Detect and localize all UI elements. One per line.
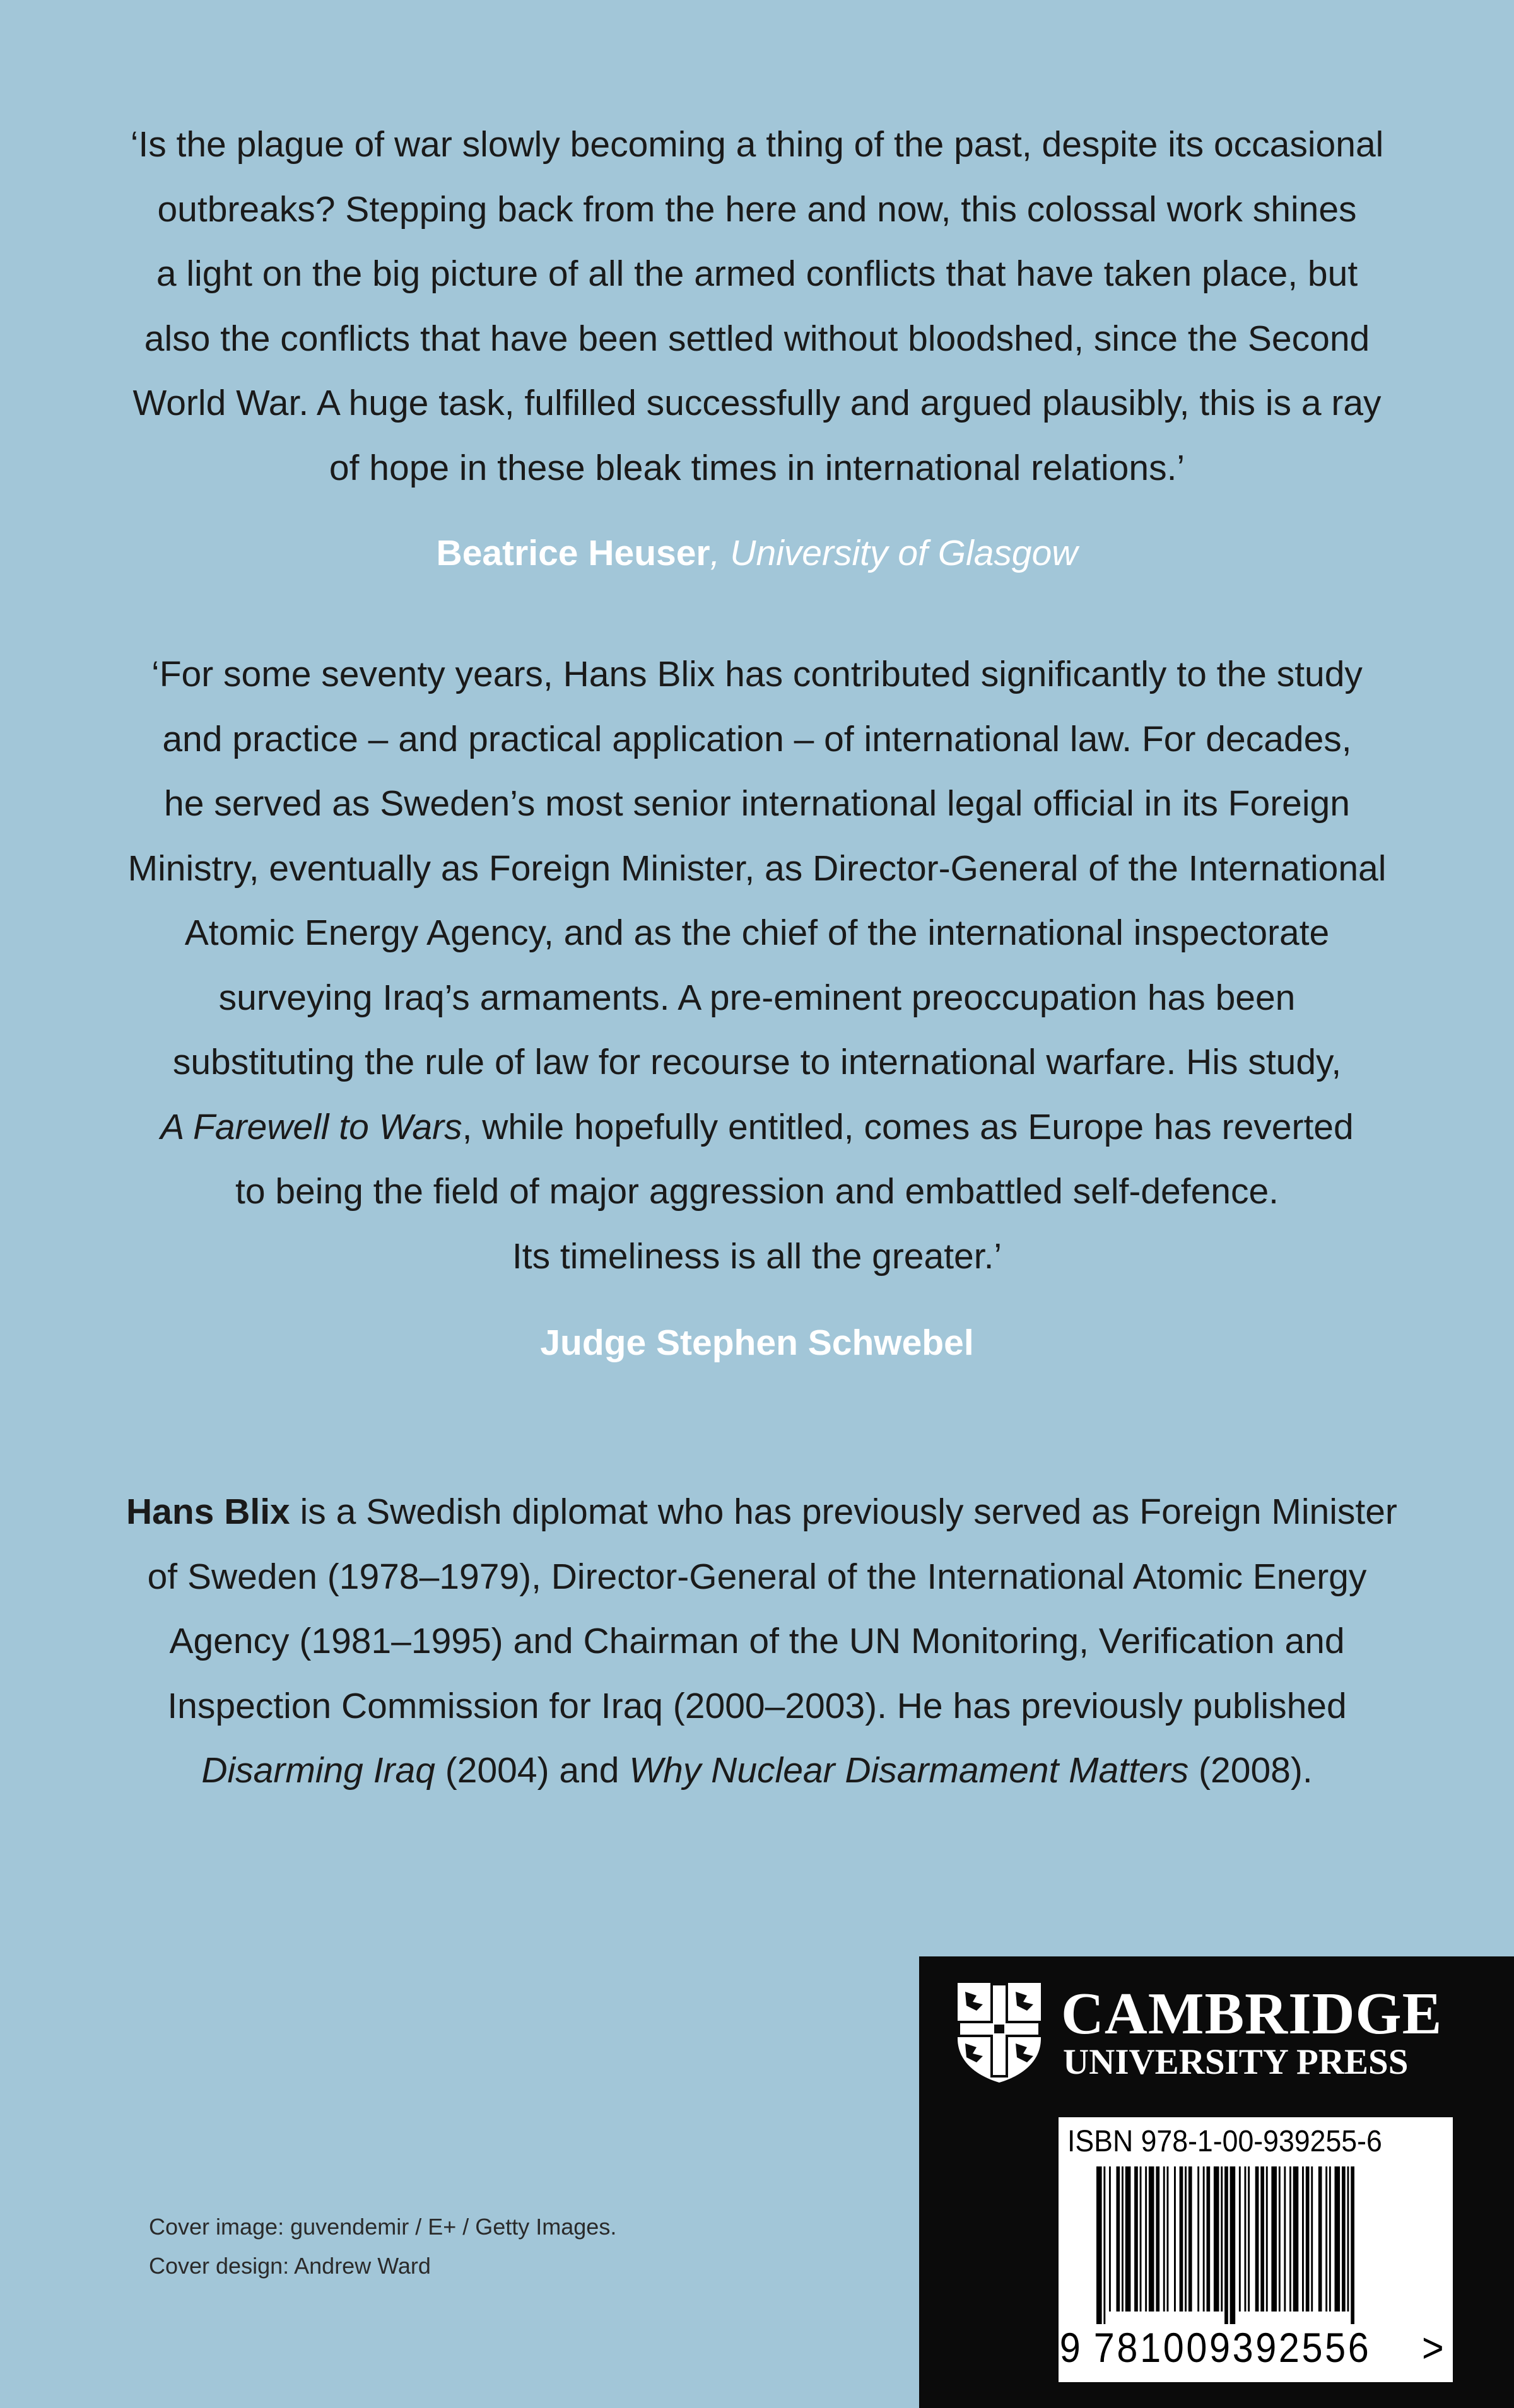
bio-line bbox=[126, 1738, 1388, 1803]
barcode-bar bbox=[1096, 2166, 1102, 2324]
attribution-author: Judge Stephen Schwebel bbox=[540, 1323, 974, 1363]
barcode-bar bbox=[1203, 2166, 1205, 2312]
barcode-bar bbox=[1156, 2166, 1159, 2312]
barcode-bar bbox=[1351, 2166, 1354, 2324]
cambridge-shield-icon bbox=[955, 1980, 1043, 2084]
bio-text: is a Swedish diplomat who has previously served as Foreign Minister bbox=[290, 1492, 1397, 1532]
barcode-bar bbox=[1347, 2166, 1349, 2312]
barcode-bar bbox=[1103, 2166, 1105, 2324]
bio-text: (2008). bbox=[1188, 1750, 1313, 1791]
quote-line: Ministry, eventually as Foreign Minister, as Director-General of the International bbox=[127, 848, 1387, 889]
quote-line: surveying Iraq’s armaments. A pre-eminent preoccupation has been bbox=[218, 977, 1296, 1018]
publisher-name: CAMBRIDGE bbox=[1061, 1981, 1443, 2047]
publisher-block bbox=[919, 1956, 1514, 2408]
barcode-bar bbox=[1335, 2166, 1341, 2312]
barcode-bar bbox=[1109, 2166, 1111, 2312]
quote-line: to being the field of major aggression and embattled self-defence. bbox=[235, 1171, 1279, 1212]
book-title: Why Nuclear Disarmament Matters bbox=[629, 1750, 1189, 1791]
barcode-digit-end: > bbox=[1422, 2324, 1444, 2371]
quote-line: Atomic Energy Agency, and as the chief of the international inspectorate bbox=[184, 913, 1330, 953]
quote-line: a light on the big picture of all the armed conflicts that have taken place, but bbox=[156, 254, 1358, 294]
barcode-bar bbox=[1163, 2166, 1165, 2312]
barcode-bar bbox=[1224, 2166, 1228, 2324]
isbn-label: ISBN 978-1-00-939255-6 bbox=[1067, 2125, 1382, 2158]
barcode-bar bbox=[1293, 2166, 1299, 2312]
quote-line bbox=[126, 1095, 1388, 1160]
bio-text: (2004) and bbox=[435, 1750, 630, 1791]
barcode-bar bbox=[1302, 2166, 1304, 2312]
barcode-bar bbox=[1342, 2166, 1346, 2312]
barcode-bar bbox=[1188, 2166, 1192, 2312]
barcode-bar bbox=[1180, 2166, 1183, 2312]
barcode-bar bbox=[1185, 2166, 1187, 2312]
bio-line: Inspection Commission for Iraq (2000–2003). He has previously published bbox=[167, 1685, 1347, 1726]
quote-line-text: , while hopefully entitled, comes as Europe has reverted bbox=[462, 1106, 1354, 1147]
quote-line: outbreaks? Stepping back from the here and now, this colossal work shines bbox=[157, 189, 1357, 230]
barcode-bar bbox=[1266, 2166, 1268, 2312]
barcode-bar bbox=[1284, 2166, 1286, 2312]
bio-line: of Sweden (1978–1979), Director-General of the International Atomic Energy bbox=[147, 1556, 1367, 1597]
barcode-bar bbox=[1239, 2166, 1241, 2312]
quote-beatrice-heuser bbox=[126, 112, 1388, 500]
barcode-digit-first: 9 bbox=[1059, 2324, 1081, 2371]
barcode-bar bbox=[1125, 2166, 1131, 2312]
barcode-bar bbox=[1145, 2166, 1147, 2312]
barcode-bar bbox=[1140, 2166, 1142, 2312]
book-title: Disarming Iraq bbox=[201, 1750, 435, 1791]
attribution-beatrice-heuser bbox=[126, 532, 1388, 574]
cover-image-credit: Cover image: guvendemir / E+ / Getty Images. bbox=[149, 2214, 617, 2240]
author-bio bbox=[126, 1480, 1397, 1803]
publisher-subtitle: UNIVERSITY PRESS bbox=[1063, 2042, 1409, 2082]
quote-line: ‘For some seventy years, Hans Blix has contributed significantly to the study bbox=[151, 654, 1363, 694]
barcode-bar bbox=[1134, 2166, 1138, 2312]
barcode-bar bbox=[1248, 2166, 1250, 2312]
barcode-bars bbox=[1071, 2166, 1443, 2324]
cover-design-credit: Cover design: Andrew Ward bbox=[149, 2253, 431, 2279]
quote-stephen-schwebel bbox=[126, 642, 1388, 1289]
attribution-affiliation: , University of Glasgow bbox=[710, 533, 1078, 573]
barcode-bar bbox=[1174, 2166, 1176, 2312]
quote-line: substituting the rule of law for recourse to international warfare. His study, bbox=[172, 1042, 1342, 1082]
author-name: Hans Blix bbox=[126, 1492, 290, 1532]
quote-line: Its timeliness is all the greater.’ bbox=[512, 1236, 1002, 1277]
book-title: A Farewell to Wars bbox=[160, 1106, 462, 1147]
attribution-stephen-schwebel bbox=[126, 1322, 1388, 1364]
quote-line: he served as Sweden’s most senior international legal official in its Foreign bbox=[164, 783, 1350, 824]
isbn-barcode bbox=[1059, 2117, 1453, 2382]
barcode-bar bbox=[1306, 2166, 1310, 2312]
barcode-bar bbox=[1117, 2166, 1120, 2312]
quote-line: and practice – and practical application – of international law. For decades, bbox=[162, 718, 1352, 759]
barcode-digits-main: 781009392556 bbox=[1093, 2324, 1371, 2371]
quote-line: ‘Is the plague of war slowly becoming a thing of the past, despite its occasional bbox=[130, 124, 1384, 165]
barcode-bar bbox=[1197, 2166, 1199, 2312]
bio-line bbox=[126, 1480, 1397, 1545]
barcode-bar bbox=[1271, 2166, 1277, 2312]
quote-line: also the conflicts that have been settled without bloodshed, since the Second bbox=[144, 318, 1370, 359]
barcode-bar bbox=[1255, 2166, 1259, 2312]
barcode-bar bbox=[1149, 2166, 1154, 2312]
bio-line: Agency (1981–1995) and Chairman of the UN Monitoring, Verification and bbox=[169, 1621, 1345, 1661]
barcode-bar bbox=[1221, 2166, 1223, 2312]
cover-credits bbox=[149, 2207, 616, 2286]
barcode-bar bbox=[1329, 2166, 1331, 2312]
barcode-bar bbox=[1325, 2166, 1327, 2312]
attribution-author: Beatrice Heuser bbox=[436, 533, 710, 573]
barcode-bar bbox=[1260, 2166, 1264, 2312]
quote-line: of hope in these bleak times in international relations.’ bbox=[329, 447, 1185, 488]
barcode-bar bbox=[1214, 2166, 1219, 2312]
barcode-bar bbox=[1230, 2166, 1236, 2324]
barcode-bar bbox=[1311, 2166, 1313, 2312]
quote-line: World War. A huge task, fulfilled successfully and argued plausibly, this is a ray bbox=[132, 383, 1382, 423]
barcode-bar bbox=[1245, 2166, 1247, 2312]
barcode-bar bbox=[1279, 2166, 1281, 2312]
barcode-bar bbox=[1207, 2166, 1211, 2312]
barcode-bar bbox=[1167, 2166, 1169, 2312]
barcode-bar bbox=[1122, 2166, 1124, 2312]
barcode-bar bbox=[1318, 2166, 1322, 2312]
barcode-bar bbox=[1289, 2166, 1291, 2312]
